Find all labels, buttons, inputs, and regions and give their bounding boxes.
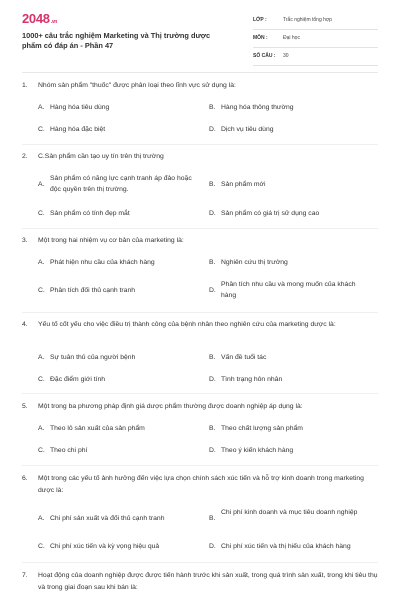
option-letter: A.	[38, 354, 45, 361]
option-text: Chi phí xúc tiến và thị hiếu của khách hàng	[221, 543, 351, 550]
option-text: Hàng hóa đặc biệt	[50, 126, 106, 133]
title-line-2: phẩm có đáp án - Phần 47	[22, 41, 114, 50]
question-stem	[22, 151, 378, 163]
title-line-1: 1000+ câu trắc nghiệm Marketing và Thị trường dược	[22, 31, 211, 40]
question-stem	[22, 80, 378, 92]
option-letter: C.	[38, 543, 45, 550]
question-text: Một trong hai nhiệm vụ cơ bản của marketing là:	[38, 237, 184, 244]
option-letter: C.	[38, 376, 45, 383]
option-letter: C.	[38, 126, 45, 133]
option-text: Theo chất lượng sản phẩm	[221, 425, 303, 432]
option-text: Đặc điểm giới tính	[50, 376, 106, 383]
option-text: Hàng hóa thông thường	[221, 104, 294, 111]
option-letter: D.	[209, 287, 216, 294]
option-text: Theo chi phí	[50, 447, 88, 454]
meta-row-count	[253, 50, 378, 66]
meta-row-subject	[253, 32, 378, 48]
logo-suffix: .vn	[50, 19, 58, 25]
option-letter: D.	[209, 126, 216, 133]
option-text: Hàng hóa tiêu dùng	[50, 104, 110, 111]
question-number: 6.	[22, 475, 28, 482]
option-text: Chi phí sản xuất và đối thủ cạnh tranh	[50, 515, 165, 522]
question-text: Hoạt động của doanh nghiệp được được tiến hành trước khi sản xuất, trong quá trình sản xuất, trong khi tiêu thụ và trong giai đoạn sau khi bán là:	[38, 572, 378, 591]
question-number: 4.	[22, 321, 28, 328]
option-letter: C.	[38, 210, 45, 217]
header-divider	[22, 72, 378, 73]
option-text: Sản phẩm có năng lực cạnh tranh áp đảo hoặc độc quyền trên thị trường.	[50, 175, 192, 193]
question-stem	[22, 570, 378, 594]
question-text: Một trong các yếu tố ảnh hưởng đến việc lựa chọn chính sách xúc tiến và hỗ trợ kinh doanh trong marketing dược là:	[38, 475, 364, 494]
option-text: Phân tích đối thủ cạnh tranh	[50, 287, 136, 294]
option-letter: B.	[209, 104, 216, 111]
option-letter: A.	[38, 104, 45, 111]
question-divider	[22, 312, 378, 313]
option-letter: C.	[38, 287, 45, 294]
option-letter: C.	[38, 447, 45, 454]
meta-value: Đại học	[283, 35, 300, 41]
question-stem	[22, 473, 378, 497]
question-text: Yếu tố cốt yếu cho việc điều trị thành công của bệnh nhân theo nghiên cứu của marketing dược là:	[38, 321, 336, 328]
document-meta	[253, 14, 378, 68]
meta-label: MÔN :	[253, 35, 268, 41]
option-text: Vấn đề tuổi tác	[221, 354, 267, 361]
question-text: Một trong ba phương pháp định giá dược phẩm thường được doanh nghiệp áp dụng là:	[38, 403, 303, 410]
meta-value: Trắc nghiệm tổng hợp	[283, 17, 332, 23]
question-1	[22, 80, 378, 142]
option-letter: B.	[209, 515, 216, 522]
question-2	[22, 151, 378, 226]
option-text: Theo lô sản xuất của sản phẩm	[50, 425, 145, 432]
option-text: Phân tích nhu cầu và mong muốn của khách hàng	[221, 281, 356, 299]
option-letter: B.	[209, 181, 216, 188]
option-text: Chi phí kinh doanh và mục tiêu doanh nghiệp	[221, 509, 358, 516]
option-text: Sự tuân thủ của người bệnh	[50, 354, 136, 361]
question-text: Nhóm sản phẩm "thuốc" được phân loại theo lĩnh vực sử dụng là:	[38, 82, 236, 89]
meta-value: 30	[283, 53, 289, 59]
option-text: Tình trạng hôn nhân	[221, 376, 283, 383]
question-3	[22, 235, 378, 310]
option-text: Phát hiện nhu cầu của khách hàng	[50, 259, 155, 266]
option-letter: B.	[209, 425, 216, 432]
option-letter: B.	[209, 259, 216, 266]
question-stem	[22, 401, 378, 413]
question-text: C.Sản phẩm cần tạo uy tín trên thị trường	[38, 153, 164, 160]
question-divider	[22, 562, 378, 563]
question-divider	[22, 228, 378, 229]
option-text: Sản phẩm có tính đẹp mắt	[50, 210, 130, 217]
question-number: 2.	[22, 153, 28, 160]
option-text: Nghiên cứu thị trường	[221, 259, 288, 266]
question-divider	[22, 393, 378, 394]
meta-row-class	[253, 14, 378, 30]
option-text: Sản phẩm có giá trị sử dụng cao	[221, 210, 320, 217]
option-text: Dịch vụ tiêu dùng	[221, 126, 274, 133]
option-letter: B.	[209, 354, 216, 361]
option-letter: D.	[209, 210, 216, 217]
option-letter: A.	[38, 259, 45, 266]
question-stem	[22, 235, 378, 247]
question-number: 5.	[22, 403, 28, 410]
question-divider	[22, 465, 378, 466]
option-letter: D.	[209, 376, 216, 383]
option-letter: A.	[38, 181, 45, 188]
option-letter: A.	[38, 425, 45, 432]
question-7	[22, 570, 378, 600]
question-number: 7.	[22, 572, 28, 579]
question-6	[22, 473, 378, 558]
option-text: Sản phẩm mới	[221, 181, 266, 188]
option-text: Chi phí xúc tiến và kỳ vọng hiệu quả	[50, 543, 160, 550]
question-5	[22, 401, 378, 463]
question-divider	[22, 144, 378, 145]
option-letter: D.	[209, 543, 216, 550]
document-header	[0, 0, 400, 66]
logo-main: 2048	[22, 11, 50, 26]
option-letter: D.	[209, 447, 216, 454]
question-number: 1.	[22, 82, 28, 89]
site-logo[interactable]	[22, 11, 57, 26]
question-number: 3.	[22, 237, 28, 244]
meta-label: LỚP :	[253, 17, 267, 23]
option-text: Theo ý kiến khách hàng	[221, 447, 294, 454]
document-title	[22, 31, 232, 51]
meta-label: SỐ CÂU :	[253, 53, 276, 59]
question-4	[22, 319, 378, 391]
option-letter: A.	[38, 515, 45, 522]
question-stem	[22, 319, 378, 331]
